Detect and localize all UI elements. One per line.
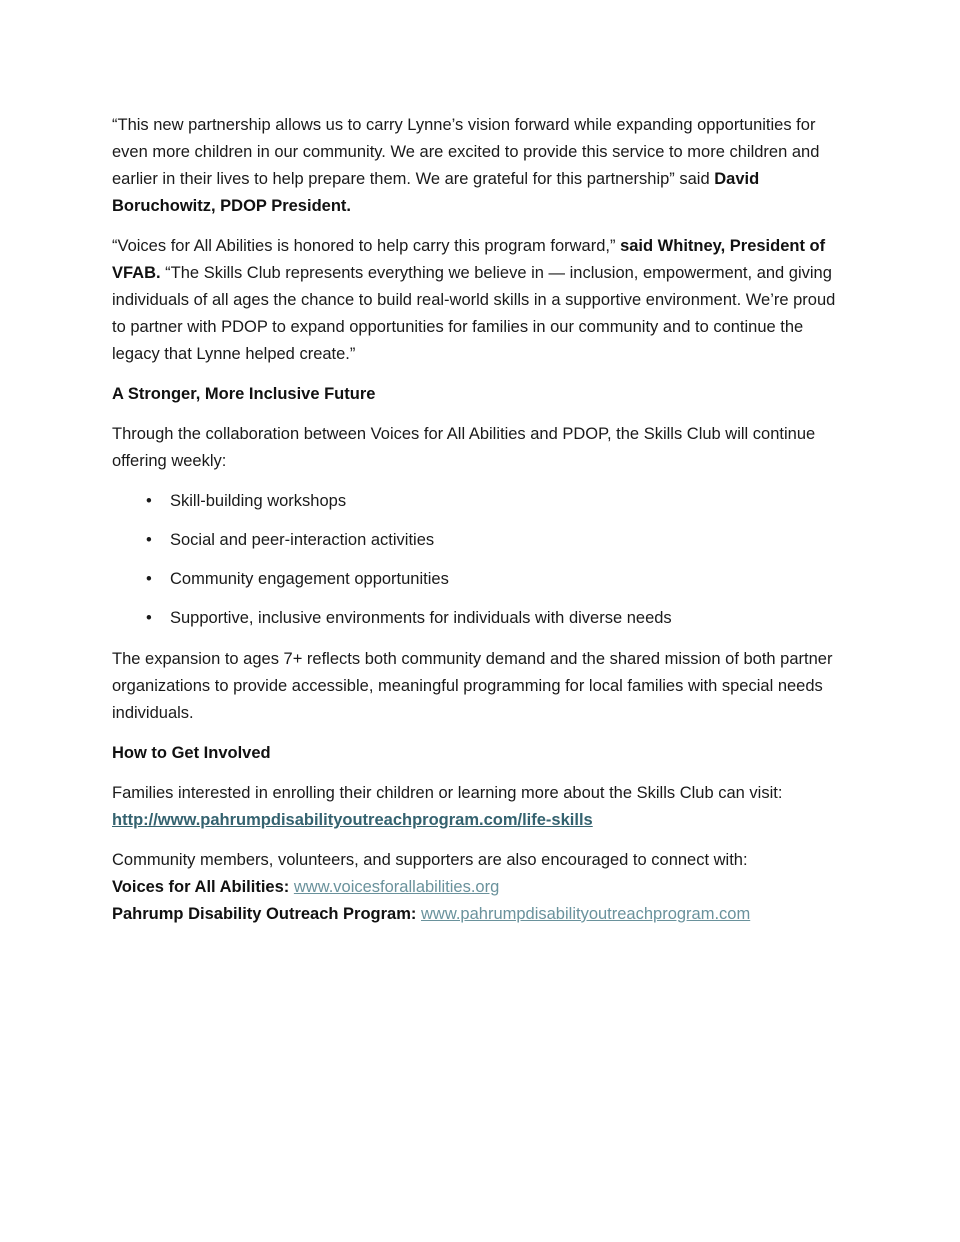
list-item-label: Community engagement opportunities	[170, 570, 449, 588]
list-item	[112, 488, 844, 515]
link-life-skills[interactable]: http://www.pahrumpdisabilityoutreachprogram.com/life-skills	[112, 811, 593, 829]
list-item-label: Supportive, inclusive environments for individuals with diverse needs	[170, 609, 672, 627]
list-item	[112, 605, 844, 632]
quote-vfab-part-3: “The Skills Club represents everything we believe in — inclusion, empowerment, and giving individuals of all ages the chance to build real-world skills in a supportive environment. We’re proud to partner with PDOP to expand opportunities for families in our community and to continue the legacy that Lynne helped create.”	[112, 264, 836, 363]
offerings-list	[112, 488, 844, 632]
quote-vfab-attribution: said Whitney, President of VFAB.	[112, 237, 826, 282]
contact-label-vfab: Voices for All Abilities:	[112, 878, 290, 896]
paragraph-collaboration: Through the collaboration between Voices for All Abilities and PDOP, the Skills Club will continue offering weekly:	[112, 425, 816, 470]
contact-label-pdop: Pahrump Disability Outreach Program:	[112, 905, 417, 923]
list-item-label: Skill-building workshops	[170, 492, 347, 510]
list-item	[112, 527, 844, 554]
paragraph-quote-vfab	[112, 233, 844, 368]
quote-vfab-part-1: “Voices for All Abilities is honored to help carry this program forward,”	[112, 237, 621, 255]
paragraph-expansion: The expansion to ages 7+ reflects both community demand and the shared mission of both partner organizations to provide accessible, meaningful programming for local families with special needs individuals.	[112, 650, 833, 722]
quote-pdop-attribution: David Boruchowitz, PDOP President.	[112, 170, 760, 215]
link-pahrumpdisabilityoutreachprogram[interactable]: www.pahrumpdisabilityoutreachprogram.com	[421, 905, 751, 923]
paragraph-quote-pdop	[112, 112, 844, 220]
bullet-icon: •	[146, 570, 152, 588]
document-body	[112, 112, 844, 941]
offerings-list-wrapper	[112, 488, 844, 632]
heading-stronger-future: A Stronger, More Inclusive Future	[112, 385, 376, 403]
enrollment-text: Families interested in enrolling their children or learning more about the Skills Club can visit:	[112, 784, 783, 802]
heading-how-to-get-involved: How to Get Involved	[112, 744, 271, 762]
bullet-icon: •	[146, 609, 152, 627]
quote-pdop-text: “This new partnership allows us to carry Lynne’s vision forward while expanding opportunities for even more children in our community. We are excited to provide this service to more children and earlier in their lives to help prepare them. We are grateful for this partnership” said	[112, 116, 820, 188]
contact-intro: Community members, volunteers, and supporters are also encouraged to connect with:	[112, 851, 748, 869]
bullet-icon: •	[146, 492, 152, 510]
link-voicesforallabilities[interactable]: www.voicesforallabilities.org	[293, 878, 500, 896]
bullet-icon: •	[146, 531, 152, 549]
list-item	[112, 566, 844, 593]
contact-block	[112, 847, 844, 928]
list-item-label: Social and peer-interaction activities	[170, 531, 435, 549]
paragraph-enrollment	[112, 780, 844, 834]
